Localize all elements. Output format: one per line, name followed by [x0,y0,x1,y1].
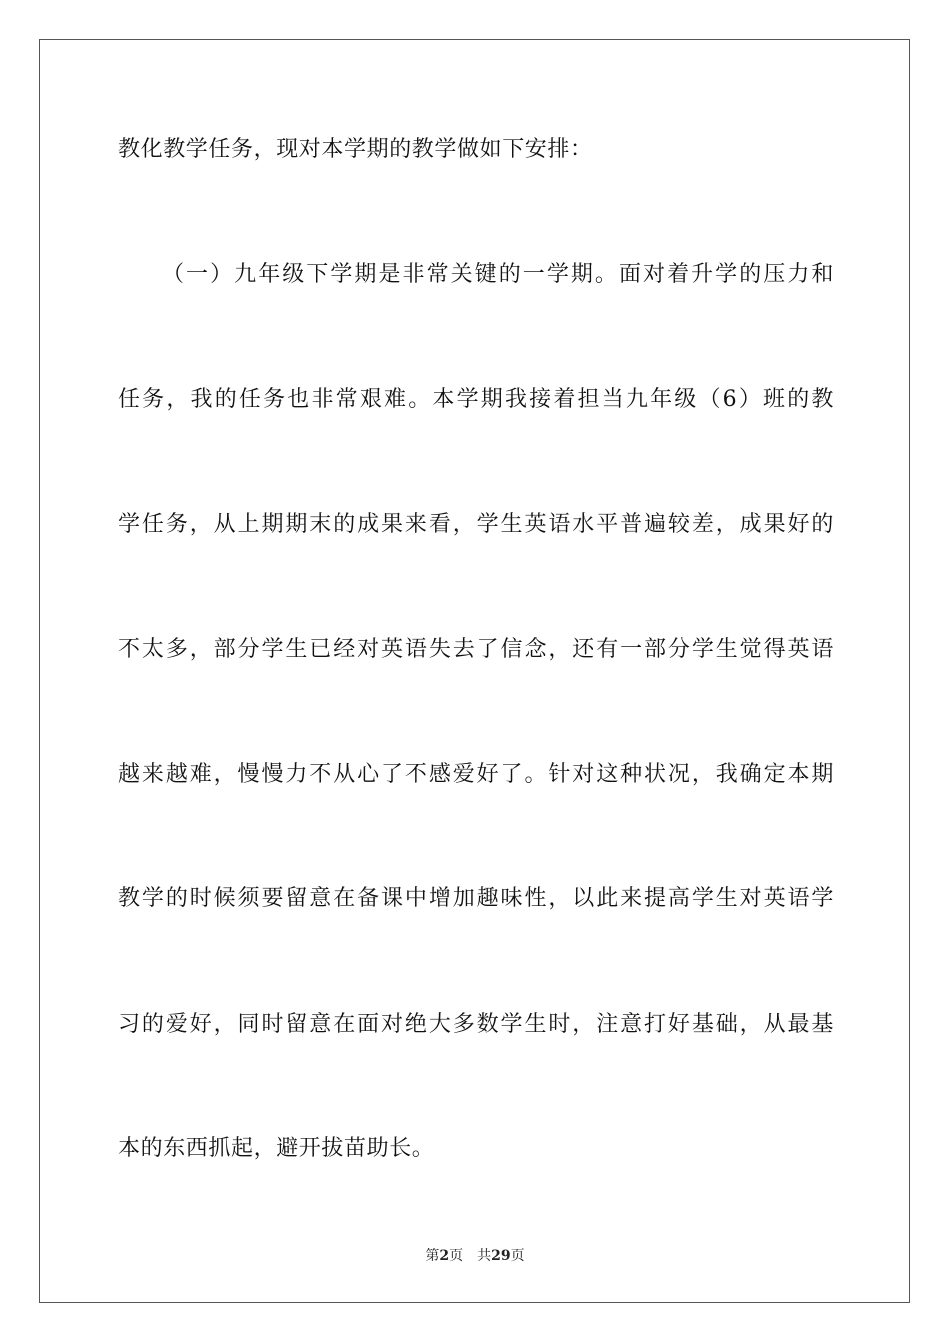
page-prefix: 第 [425,1248,440,1264]
paragraph-line-8: 习的爱好，同时留意在面对绝大多数学生时，注意打好基础，从最基 [118,1012,834,1037]
page-border [39,39,910,1303]
paragraph-line-5: 不太多，部分学生已经对英语失去了信念，还有一部分学生觉得英语 [118,637,834,662]
paragraph-line-6: 越来越难，慢慢力不从心了不感爱好了。针对这种状况，我确定本期 [118,762,834,787]
total-suffix: 页 [510,1248,525,1264]
total-pages: 29 [491,1248,511,1264]
paragraph-line-1: 教化教学任务，现对本学期的教学做如下安排： [118,137,593,162]
total-prefix: 共 [477,1248,492,1264]
paragraph-line-2: （一）九年级下学期是非常关键的一学期。面对着升学的压力和 [162,262,834,287]
page-number: 2 [439,1248,450,1264]
page-suffix: 页 [449,1248,464,1264]
paragraph-line-4: 学任务，从上期期末的成果来看，学生英语水平普遍较差，成果好的 [118,512,834,537]
paragraph-line-9: 本的东西抓起，避开拔苗助长。 [118,1136,435,1161]
paragraph-line-3: 任务，我的任务也非常艰难。本学期我接着担当九年级（6）班的教 [118,387,834,412]
paragraph-line-7: 教学的时候须要留意在备课中增加趣味性，以此来提高学生对英语学 [118,886,834,911]
page-footer [0,1246,950,1266]
